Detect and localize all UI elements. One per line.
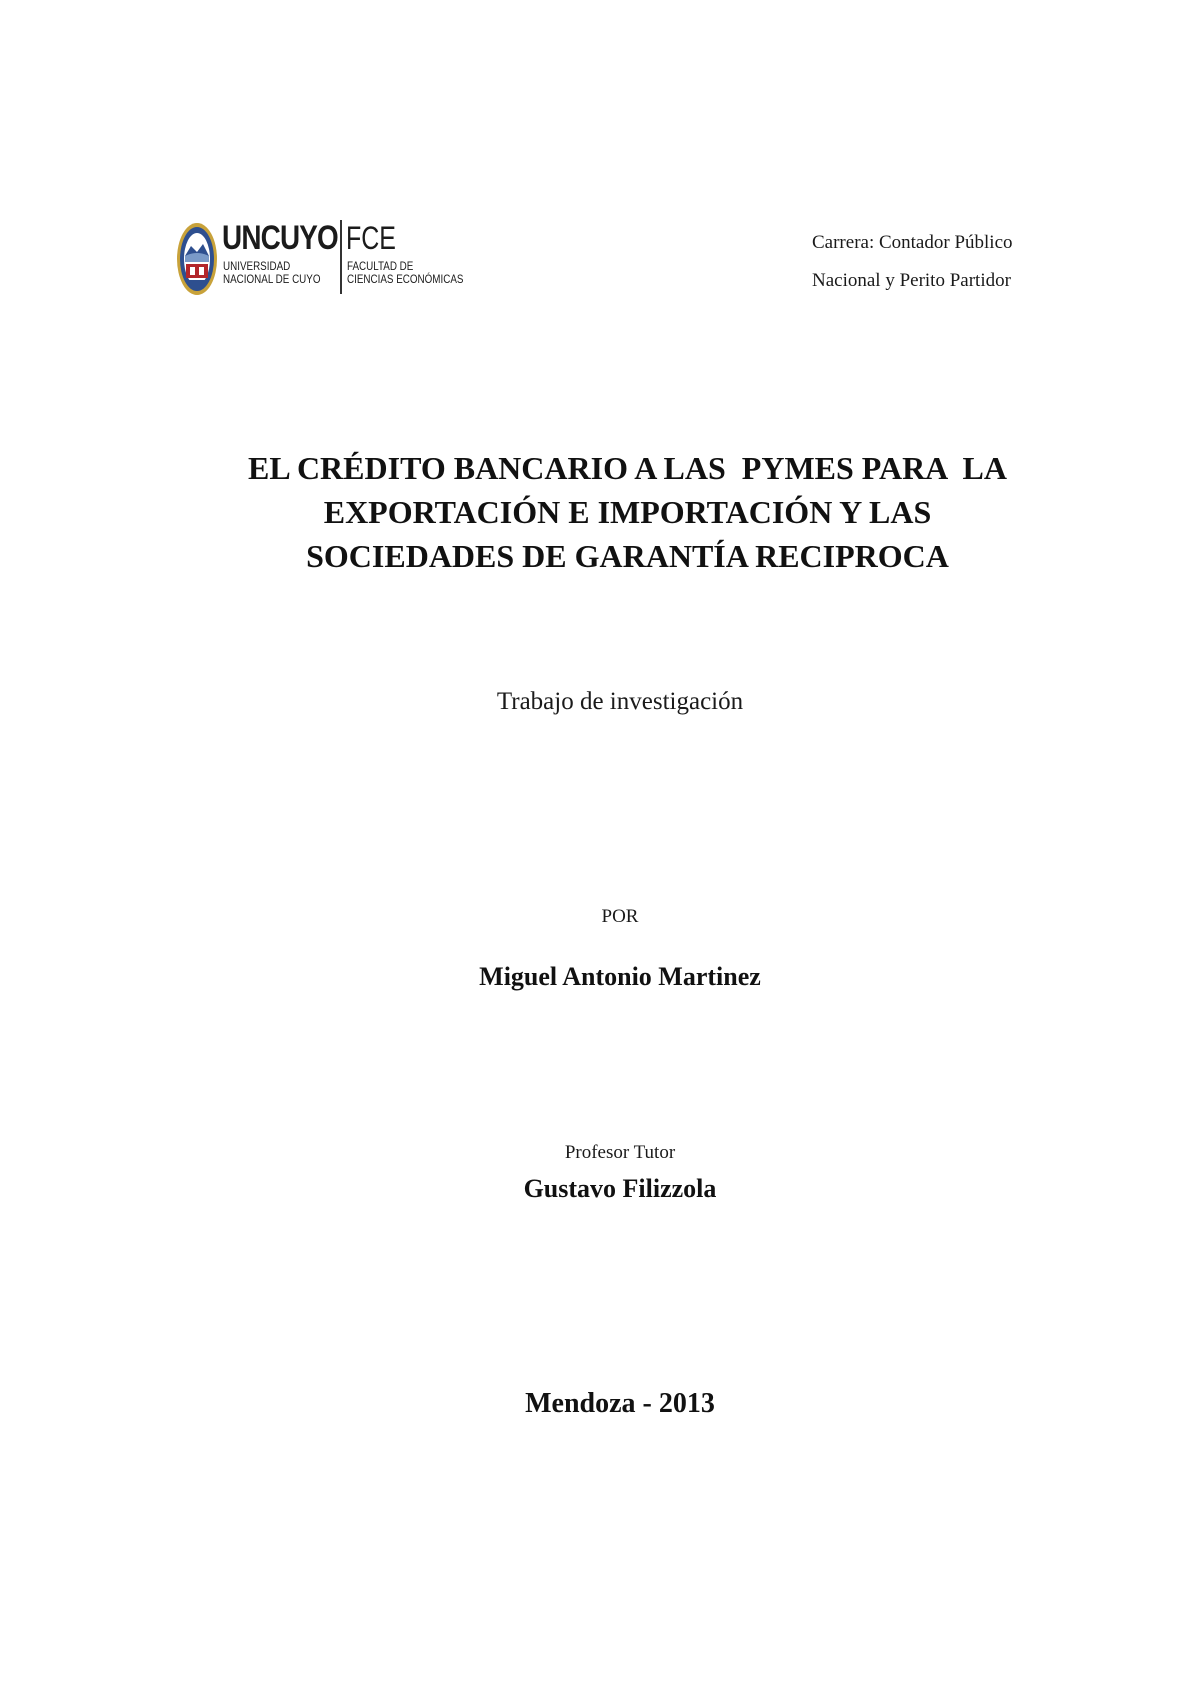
author-name: Miguel Antonio Martinez — [479, 962, 761, 991]
author-label: POR — [601, 906, 639, 927]
faculty-name-line1: FACULTAD DE — [347, 259, 414, 273]
university-name-line2: NACIONAL DE CUYO — [223, 272, 321, 286]
university-logo — [176, 218, 476, 300]
career-line1: Carrera: Contador Público — [812, 232, 1013, 253]
faculty-name-line2: CIENCIAS ECONÓMICAS — [347, 272, 464, 286]
title-line3: SOCIEDADES DE GARANTÍA RECIPROCA — [306, 538, 949, 574]
career-line2: Nacional y Perito Partidor — [812, 270, 1011, 291]
career-info — [812, 224, 1013, 300]
university-name — [223, 260, 321, 286]
university-seal-icon — [176, 222, 218, 296]
document-title — [100, 446, 1155, 578]
tutor-label: Profesor Tutor — [564, 1142, 676, 1163]
faculty-name — [347, 260, 463, 286]
faculty-wordmark: FCE — [346, 220, 396, 256]
place-and-year: Mendoza - 2013 — [525, 1388, 715, 1419]
document-subtitle: Trabajo de investigación — [496, 688, 744, 715]
university-name-line1: UNIVERSIDAD — [223, 259, 291, 273]
university-wordmark: UNCUYO — [222, 219, 338, 257]
logo-divider — [340, 220, 342, 294]
title-line1: EL CRÉDITO BANCARIO A LAS PYMES PARA LA — [248, 450, 1007, 486]
title-line2: EXPORTACIÓN E IMPORTACIÓN Y LAS — [323, 494, 932, 530]
tutor-name: Gustavo Filizzola — [523, 1174, 717, 1203]
